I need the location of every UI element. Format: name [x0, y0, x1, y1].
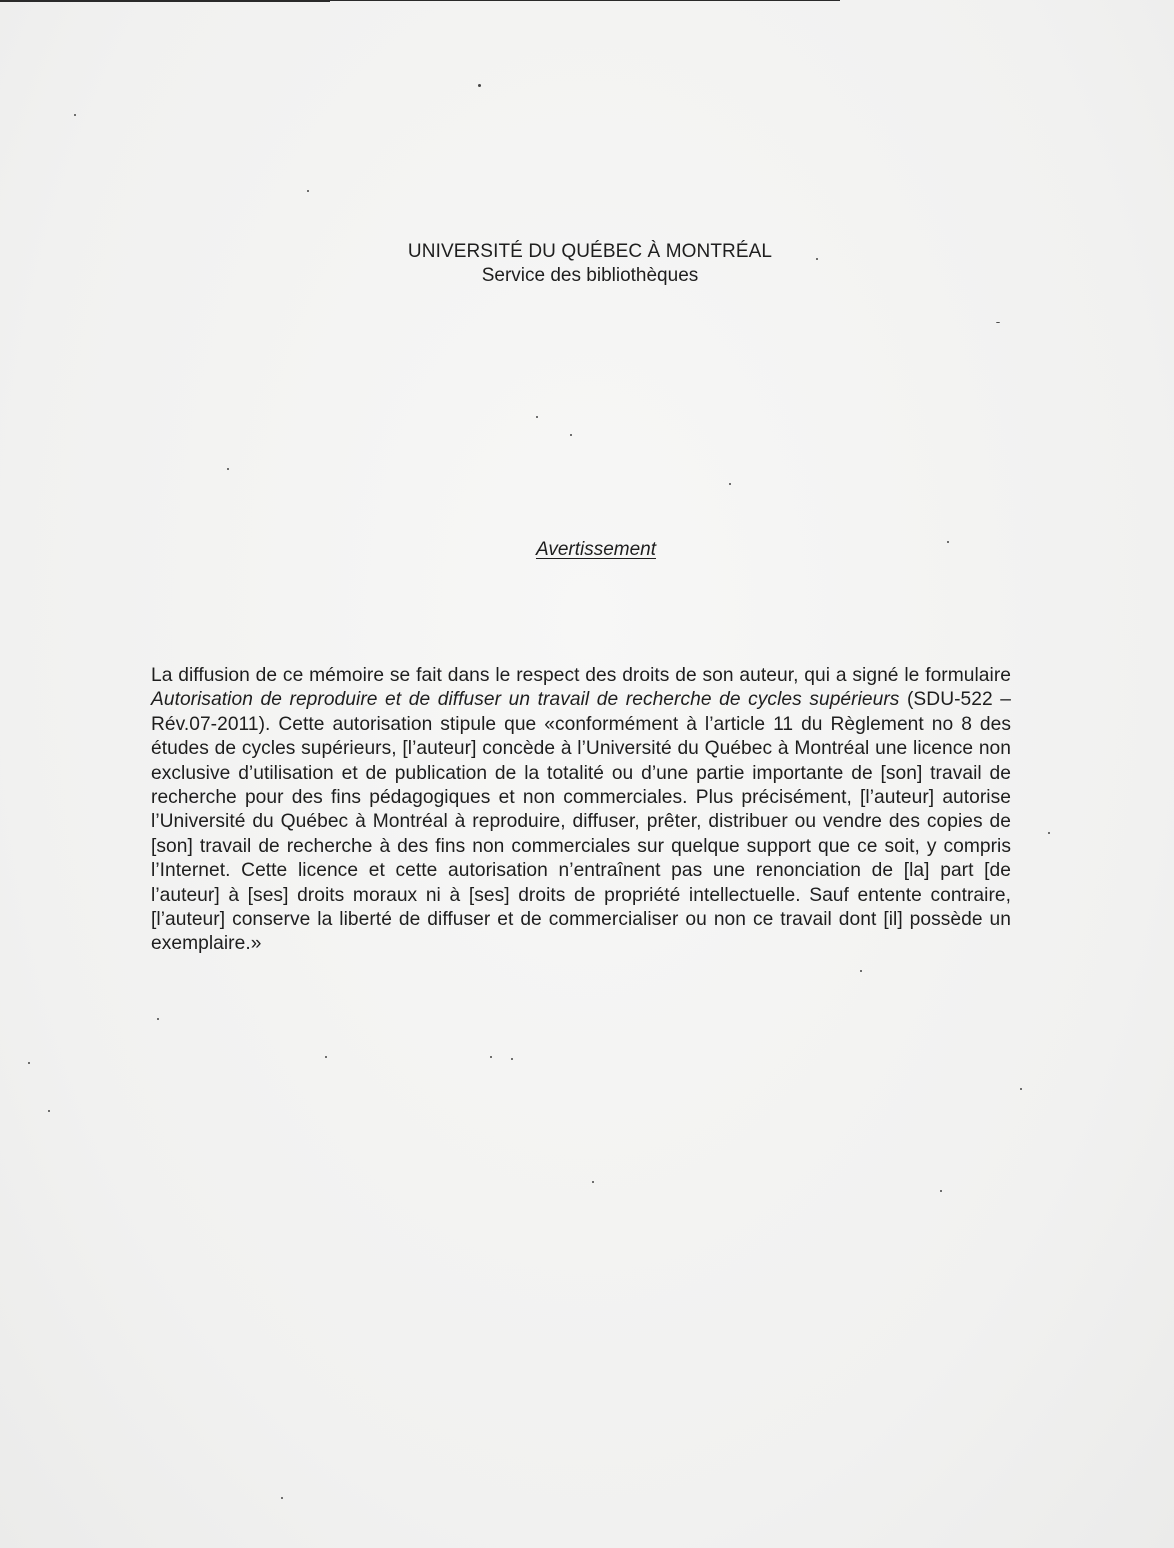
scan-speck — [592, 1181, 594, 1183]
scan-speck — [227, 468, 229, 470]
scan-speck — [281, 1497, 283, 1499]
scan-edge-line — [330, 0, 840, 1]
scan-speck — [28, 1062, 30, 1064]
notice-title: Avertissement — [535, 539, 657, 560]
scan-speck — [996, 322, 1000, 323]
notice-paragraph — [151, 664, 1011, 957]
scan-speck — [307, 190, 309, 192]
scan-speck — [48, 1110, 50, 1112]
notice-text-part1: La diffusion de ce mémoire se fait dans le respect des droits de son auteur, qui a signé le formulaire — [151, 665, 1011, 686]
document-header — [0, 240, 1174, 288]
scan-speck — [1020, 1088, 1022, 1090]
scan-speck — [1048, 832, 1050, 834]
scan-speck — [511, 1058, 513, 1060]
scan-speck — [157, 1018, 159, 1020]
scan-edge-line — [0, 0, 330, 2]
scan-speck — [536, 416, 538, 418]
scan-speck — [74, 114, 76, 116]
scan-speck — [490, 1056, 492, 1058]
scan-speck — [478, 84, 481, 87]
scan-speck — [729, 483, 731, 485]
institution-name: UNIVERSITÉ DU QUÉBEC À MONTRÉAL — [407, 241, 773, 262]
scan-speck — [860, 970, 862, 972]
notice-text-part2: (SDU-522 – Rév.07-2011). Cette autorisation stipule que «conformément à l’article 11 du Règlement no 8 des études de cycles supérieurs, [l’auteur] concède à l’Université du Québec à Montréal une licence non exclusive d’utilisation et de publication de la totalité ou d’une partie importante de [son] travail de recherche pour des fins pédagogiques et non commerciales. Plus précisément, [l’auteur] autorise l’Université du Québec à Montréal à reproduire, diffuser, prêter, distribuer ou vendre des copies de [son] travail de recherche à des fins non commerciales sur quelque support que ce soit, y compris l’Internet. Cette licence et cette autorisation n’entraînent pas une renonciation de [la] part [de l’auteur] à [ses] droits moraux ni à [ses] droits de propriété intellectuelle. Sauf entente contraire, [l’auteur] conserve la liberté de diffuser et de commercialiser ou non ce travail dont [il] possède un exemplaire.» — [151, 689, 1011, 955]
form-title: Autorisation de reproduire et de diffuser un travail de recherche de cycles supérieurs — [151, 689, 900, 711]
scan-speck — [325, 1056, 327, 1058]
scan-speck — [940, 1190, 942, 1192]
scan-speck — [570, 434, 572, 436]
service-name: Service des bibliothèques — [481, 265, 699, 286]
